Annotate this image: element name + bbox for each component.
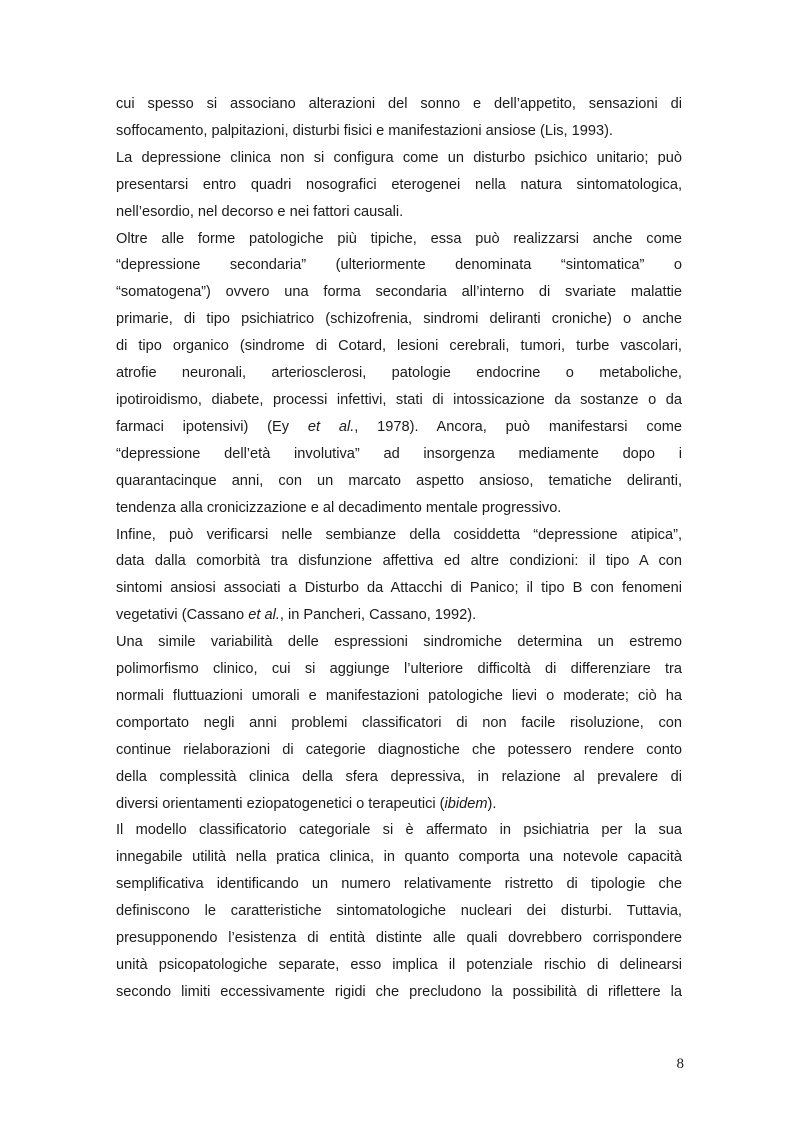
text-segment: normali fluttuazioni umorali e manifestazioni patologiche lievi o moderate; ciò ha <box>116 687 682 704</box>
text-segment: comportato negli anni problemi classificatori di non facile risoluzione, con <box>116 714 682 731</box>
text-segment: semplificativa identificando un numero relativamente ristretto di tipologie che <box>116 876 682 893</box>
text-line <box>116 199 682 226</box>
text-segment: presentarsi entro quadri nosografici eterogenei nella natura sintomatologica, <box>116 176 682 193</box>
text-segment: quarantacinque anni, con un marcato aspetto ansioso, tematiche deliranti, <box>116 472 682 489</box>
text-segment: della complessità clinica della sfera depressiva, in relazione al prevalere di <box>116 768 682 785</box>
text-line <box>116 333 682 360</box>
text-segment: La depressione clinica non si configura come un disturbo psichico unitario; può <box>116 149 682 166</box>
text-segment: presupponendo l’esistenza di entità distinte alle quali dovrebbero corrispondere <box>116 930 682 947</box>
text-line <box>116 844 682 871</box>
text-segment: , 1978). Ancora, può manifestarsi come <box>354 418 682 435</box>
text-line <box>116 548 682 575</box>
text-segment: primarie, di tipo psichiatrico (schizofrenia, sindromi deliranti croniche) o anche <box>116 311 682 328</box>
text-line <box>116 306 682 333</box>
text-line <box>116 979 682 1006</box>
text-segment: “depressione dell’età involutiva” ad insorgenza mediamente dopo i <box>116 445 682 462</box>
paragraph <box>116 629 682 817</box>
text-line <box>116 495 682 522</box>
paragraph <box>116 817 682 1005</box>
text-line <box>116 710 682 737</box>
text-segment: nell’esordio, nel decorso e nei fattori causali. <box>116 203 404 220</box>
text-segment: soffocamento, palpitazioni, disturbi fisici e manifestazioni ansiose (Lis, 1993). <box>116 122 613 139</box>
text-line <box>116 91 682 118</box>
text-line <box>116 764 682 791</box>
text-line <box>116 898 682 925</box>
text-segment: “somatogena”) ovvero una forma secondaria all’interno di svariate malattie <box>116 284 682 301</box>
text-segment: continue rielaborazioni di categorie diagnostiche che potessero rendere conto <box>116 741 682 758</box>
text-segment: Infine, può verificarsi nelle sembianze della cosiddetta “depressione atipica”, <box>116 526 682 543</box>
paragraph <box>116 522 682 630</box>
text-line <box>116 468 682 495</box>
italic-text: et al. <box>307 418 355 435</box>
italic-text: et al. <box>248 607 280 624</box>
text-segment: vegetativi (Cassano <box>116 607 249 624</box>
text-line <box>116 656 682 683</box>
text-line <box>116 575 682 602</box>
text-segment: cui spesso si associano alterazioni del sonno e dell’appetito, sensazioni di <box>116 96 682 112</box>
text-segment: innegabile utilità nella pratica clinica, in quanto comporta una notevole capacità <box>116 849 682 866</box>
text-line <box>116 522 682 549</box>
text-line <box>116 683 682 710</box>
text-segment: “depressione secondaria” (ulteriormente denominata “sintomatica” o <box>116 257 682 274</box>
text-line <box>116 279 682 306</box>
text-line <box>116 252 682 279</box>
text-line <box>116 737 682 764</box>
text-segment: tendenza alla cronicizzazione e al decadimento mentale progressivo. <box>116 499 562 516</box>
body-text <box>116 91 682 1006</box>
text-line <box>116 145 682 172</box>
text-segment: Una simile variabilità delle espressioni sindromiche determina un estremo <box>116 634 682 651</box>
paragraph <box>116 226 682 522</box>
paragraph <box>116 145 682 226</box>
text-segment: data dalla comorbità tra disfunzione affettiva ed altre condizioni: il tipo A con <box>116 553 682 570</box>
text-segment: definiscono le caratteristiche sintomatologiche nucleari dei disturbi. Tuttavia, <box>116 903 682 920</box>
italic-text: ibidem <box>444 795 488 812</box>
text-segment: ipotiroidismo, diabete, processi infettivi, stati di intossicazione da sostanze o da <box>116 391 682 408</box>
text-line <box>116 629 682 656</box>
text-line <box>116 226 682 253</box>
text-segment: di tipo organico (sindrome di Cotard, lesioni cerebrali, tumori, turbe vascolari, <box>116 338 682 355</box>
text-segment: atrofie neuronali, arteriosclerosi, patologie endocrine o metaboliche, <box>116 365 682 382</box>
text-line <box>116 172 682 199</box>
page-number: 8 <box>676 1056 684 1072</box>
text-line <box>116 118 682 145</box>
text-line <box>116 414 682 441</box>
text-line <box>116 952 682 979</box>
text-segment: farmaci ipotensivi) (Ey <box>116 418 308 435</box>
text-segment: secondo limiti eccessivamente rigidi che precludono la possibilità di riflettere la <box>116 983 682 1000</box>
text-segment: , in Pancheri, Cassano, 1992). <box>279 607 477 624</box>
text-segment: diversi orientamenti eziopatogenetici o terapeutici ( <box>116 795 445 812</box>
text-segment: sintomi ansiosi associati a Disturbo da Attacchi di Panico; il tipo B con fenomeni <box>116 580 682 597</box>
text-line <box>116 871 682 898</box>
text-line <box>116 360 682 387</box>
text-segment: ). <box>487 795 497 812</box>
text-line <box>116 441 682 468</box>
text-segment: unità psicopatologiche separate, esso implica il potenziale rischio di delinearsi <box>116 957 682 973</box>
text-segment: Oltre alle forme patologiche più tipiche, essa può realizzarsi anche come <box>116 230 682 247</box>
text-line <box>116 817 682 844</box>
text-line <box>116 602 682 629</box>
text-segment: Il modello classificatorio categoriale si è affermato in psichiatria per la sua <box>116 822 682 839</box>
paragraph <box>116 91 682 145</box>
text-line <box>116 387 682 414</box>
text-line <box>116 791 682 818</box>
text-line <box>116 925 682 952</box>
text-segment: polimorfismo clinico, cui si aggiunge l’ulteriore difficoltà di differenziare tra <box>116 661 682 678</box>
